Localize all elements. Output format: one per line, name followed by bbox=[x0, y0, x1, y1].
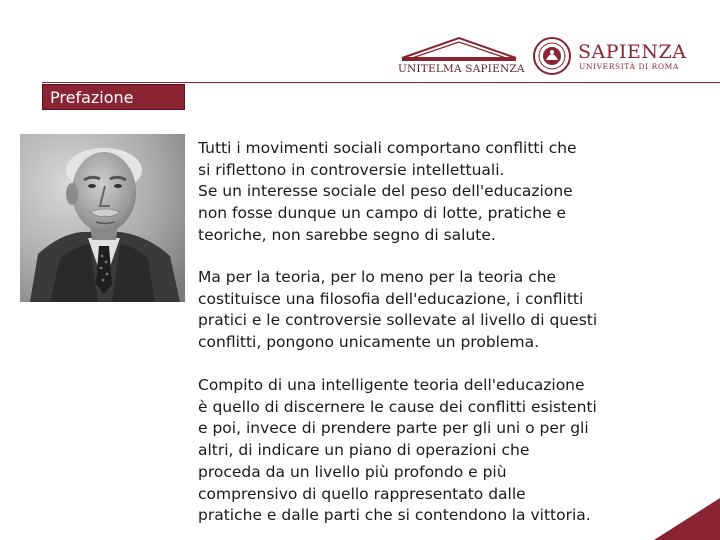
sapienza-seal-icon bbox=[532, 36, 572, 76]
text-line: comprensivo di quello rappresentato dalle bbox=[198, 484, 526, 503]
text-line: altri, di indicare un piano di operazioni che bbox=[198, 441, 530, 460]
text-line: pratiche e dalle parti che si contendono la vittoria. bbox=[198, 506, 591, 525]
section-title-box bbox=[42, 84, 185, 110]
text-line: teoriche, non sarebbe segno di salute. bbox=[198, 225, 496, 244]
unitelma-sapienza-logo bbox=[398, 36, 525, 80]
text-line: Se un interesse sociale del peso dell'educazione bbox=[198, 182, 573, 201]
paragraph-1 bbox=[198, 138, 648, 247]
unitelma-wordmark: UNITELMA SAPIENZA bbox=[398, 63, 525, 75]
text-line: proceda da un livello più profondo e più bbox=[198, 462, 507, 481]
sapienza-wordmark: SAPIENZA bbox=[578, 41, 687, 63]
text-line: Compito di una intelligente teoria dell'educazione bbox=[198, 376, 585, 394]
text-line: è quello di discernere le cause dei conflitti esistenti bbox=[198, 397, 597, 416]
section-title: Prefazione bbox=[50, 88, 134, 107]
text-line: Tutti i movimenti sociali comportano conflitti che bbox=[198, 139, 577, 157]
text-line: si riflettono in controversie intellettuali. bbox=[198, 160, 505, 179]
temple-roof-icon bbox=[398, 36, 520, 64]
header-divider bbox=[42, 82, 720, 83]
text-line: e poi, invece di prendere parte per gli uni o per gli bbox=[198, 419, 589, 438]
paragraph-2 bbox=[198, 267, 648, 354]
text-line: non fosse dunque un campo di lotte, pratiche e bbox=[198, 204, 567, 223]
text-line: costituisce una filosofia dell'educazione, i conflitti bbox=[198, 289, 584, 308]
page-number: 3 bbox=[671, 518, 677, 527]
portrait-photo bbox=[20, 134, 185, 302]
paragraph-3 bbox=[198, 375, 648, 527]
text-line: Ma per la teoria, per lo meno per la teoria che bbox=[198, 268, 557, 286]
text-line: pratici e le controversie sollevate al livello di questi bbox=[198, 311, 598, 330]
text-line: conflitti, pongono unicamente un problema. bbox=[198, 333, 540, 352]
sapienza-subtitle: UNIVERSITÀ DI ROMA bbox=[579, 62, 679, 71]
sapienza-logo bbox=[532, 36, 687, 80]
